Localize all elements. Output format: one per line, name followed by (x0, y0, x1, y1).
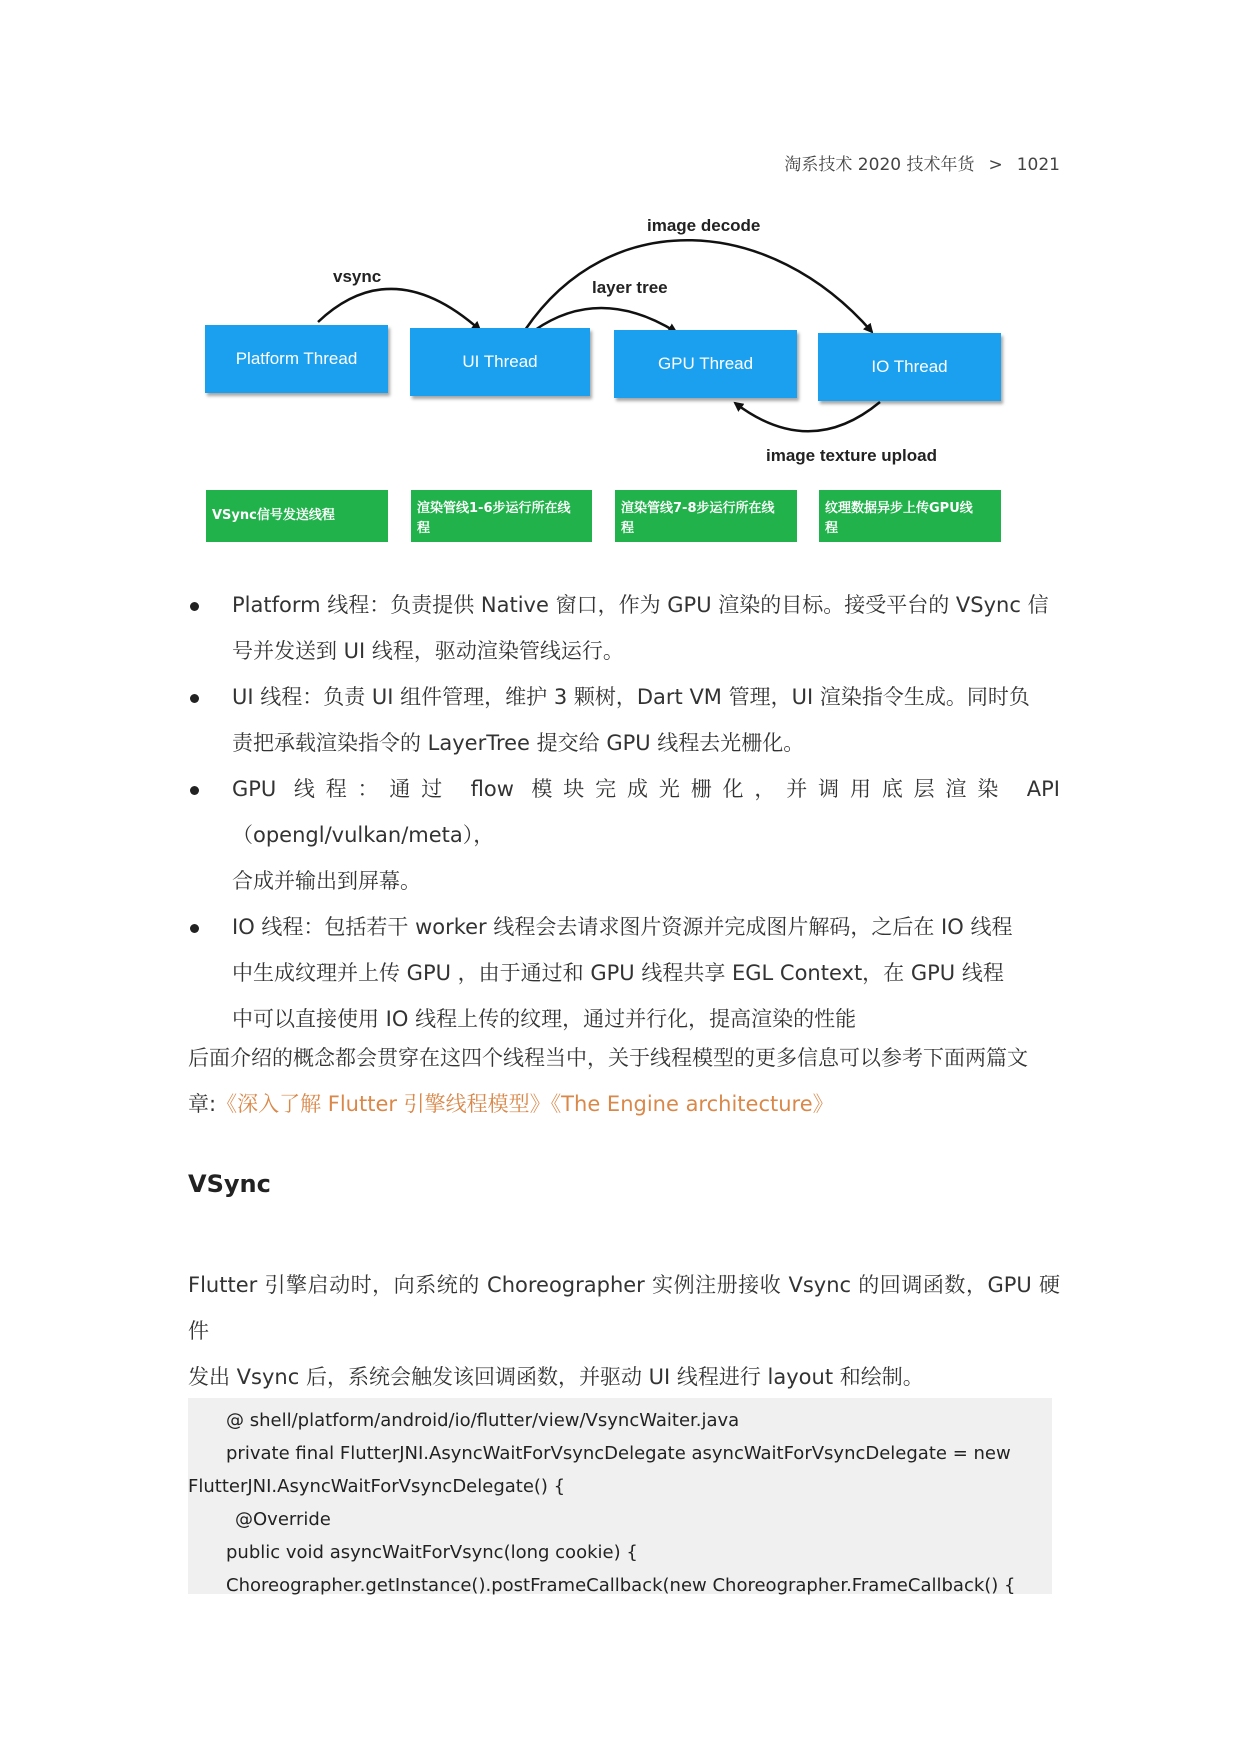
platform-role-label: VSync信号发送线程 (212, 508, 335, 523)
ui-role-line1: 渲染管线1-6步运行所在线 (417, 501, 571, 516)
header-title: 淘系技术 2020 技术年货 (784, 155, 975, 175)
vsync-line1: Flutter 引擎启动时，向系统的 Choreographer 实例注册接收 Vsync 的回调函数，GPU 硬件 (188, 1273, 1060, 1343)
engine-architecture-link[interactable]: 《The Engine architecture》 (550, 1092, 834, 1116)
section-title: VSync (188, 1170, 271, 1198)
thread-bullet-list (186, 582, 1060, 1042)
io-role-line2: 程 (825, 521, 839, 536)
code-line: @Override (235, 1509, 331, 1530)
layer-tree-label: layer tree (592, 278, 668, 297)
code-line: private final FlutterJNI.AsyncWaitForVsyncDelegate asyncWaitForVsyncDelegate = new (226, 1443, 1011, 1464)
image-texture-upload-arrow (735, 402, 880, 431)
code-line: public void asyncWaitForVsync(long cookie) { (226, 1542, 638, 1563)
gpu-thread-box: GPU Thread (614, 330, 797, 398)
vsync-line2: 发出 Vsync 后，系统会触发该回调函数，并驱动 UI 线程进行 layout 和绘制。 (188, 1365, 924, 1389)
intro-paragraph (188, 1035, 1060, 1127)
image-decode-arrow (525, 240, 872, 332)
gpu-role-line1: 渲染管线7-8步运行所在线 (621, 501, 775, 516)
platform-role-box (206, 490, 388, 542)
vsync-paragraph (188, 1262, 1060, 1400)
ui-role-box (411, 490, 592, 542)
code-line: @ shell/platform/android/io/flutter/view/VsyncWaiter.java (226, 1410, 740, 1431)
ui-thread-box: UI Thread (410, 328, 590, 396)
thread-model-diagram (0, 0, 1240, 560)
intro-prefix: 章: (188, 1092, 217, 1116)
io-role-box (819, 490, 1001, 542)
gpu-role-line2: 程 (621, 521, 635, 536)
bullet-line: 中生成纹理并上传 GPU ，由于通过和 GPU 线程共享 EGL Context，在 GPU 线程 (232, 961, 1004, 985)
bullet-line: GPU 线程：通过 flow 模块完成光栅化，并调用底层渲染 API（opengl/vulkan/meta）， (232, 777, 1060, 847)
platform-thread-box: Platform Thread (205, 325, 388, 393)
bullet-line: IO 线程：包括若干 worker 线程会去请求图片资源并完成图片解码，之后在 IO 线程 (232, 915, 1013, 939)
page-number: 1021 (1016, 155, 1060, 175)
image-decode-label: image decode (647, 216, 761, 235)
bullet-line: 中可以直接使用 IO 线程上传的纹理，通过并行化，提高渲染的性能 (232, 1007, 857, 1031)
list-item (186, 674, 1060, 766)
bullet-line: 号并发送到 UI 线程，驱动渲染管线运行。 (232, 639, 624, 663)
bullet-line: UI 线程：负责 UI 组件管理，维护 3 颗树，Dart VM 管理，UI 渲染指令生成。同时负 (232, 685, 1030, 709)
bullet-dot-icon (190, 602, 199, 611)
io-thread-box: IO Thread (818, 333, 1001, 401)
bullet-line: Platform 线程：负责提供 Native 窗口，作为 GPU 渲染的目标。接受平台的 VSync 信 (232, 593, 1049, 617)
code-line: FlutterJNI.AsyncWaitForVsyncDelegate() { (188, 1476, 566, 1497)
io-role-line1: 纹理数据异步上传GPU线 (825, 501, 973, 516)
intro-line2 (188, 1081, 1060, 1127)
header-separator: > (988, 155, 1003, 175)
intro-line1: 后面介绍的概念都会贯穿在这四个线程当中，关于线程模型的更多信息可以参考下面两篇文 (188, 1046, 1028, 1070)
bullet-dot-icon (190, 786, 199, 795)
thread-model-article-link[interactable]: 《深入了解 Flutter 引擎线程模型》 (216, 1092, 551, 1116)
image-texture-upload-label: image texture upload (766, 446, 937, 465)
gpu-role-box (615, 490, 797, 542)
bullet-dot-icon (190, 924, 199, 933)
list-item (186, 582, 1060, 674)
list-item (186, 904, 1060, 1042)
vsync-label: vsync (333, 267, 382, 286)
list-item (186, 766, 1060, 904)
ui-role-line2: 程 (417, 521, 431, 536)
vsync-arrow (318, 289, 480, 330)
code-line: Choreographer.getInstance().postFrameCallback(new Choreographer.FrameCallback() { (226, 1575, 1016, 1596)
code-block (188, 1398, 1052, 1594)
bullet-line: 责把承载渲染指令的 LayerTree 提交给 GPU 线程去光栅化。 (232, 731, 805, 755)
bullet-dot-icon (190, 694, 199, 703)
bullet-line: 合成并输出到屏幕。 (232, 869, 421, 893)
